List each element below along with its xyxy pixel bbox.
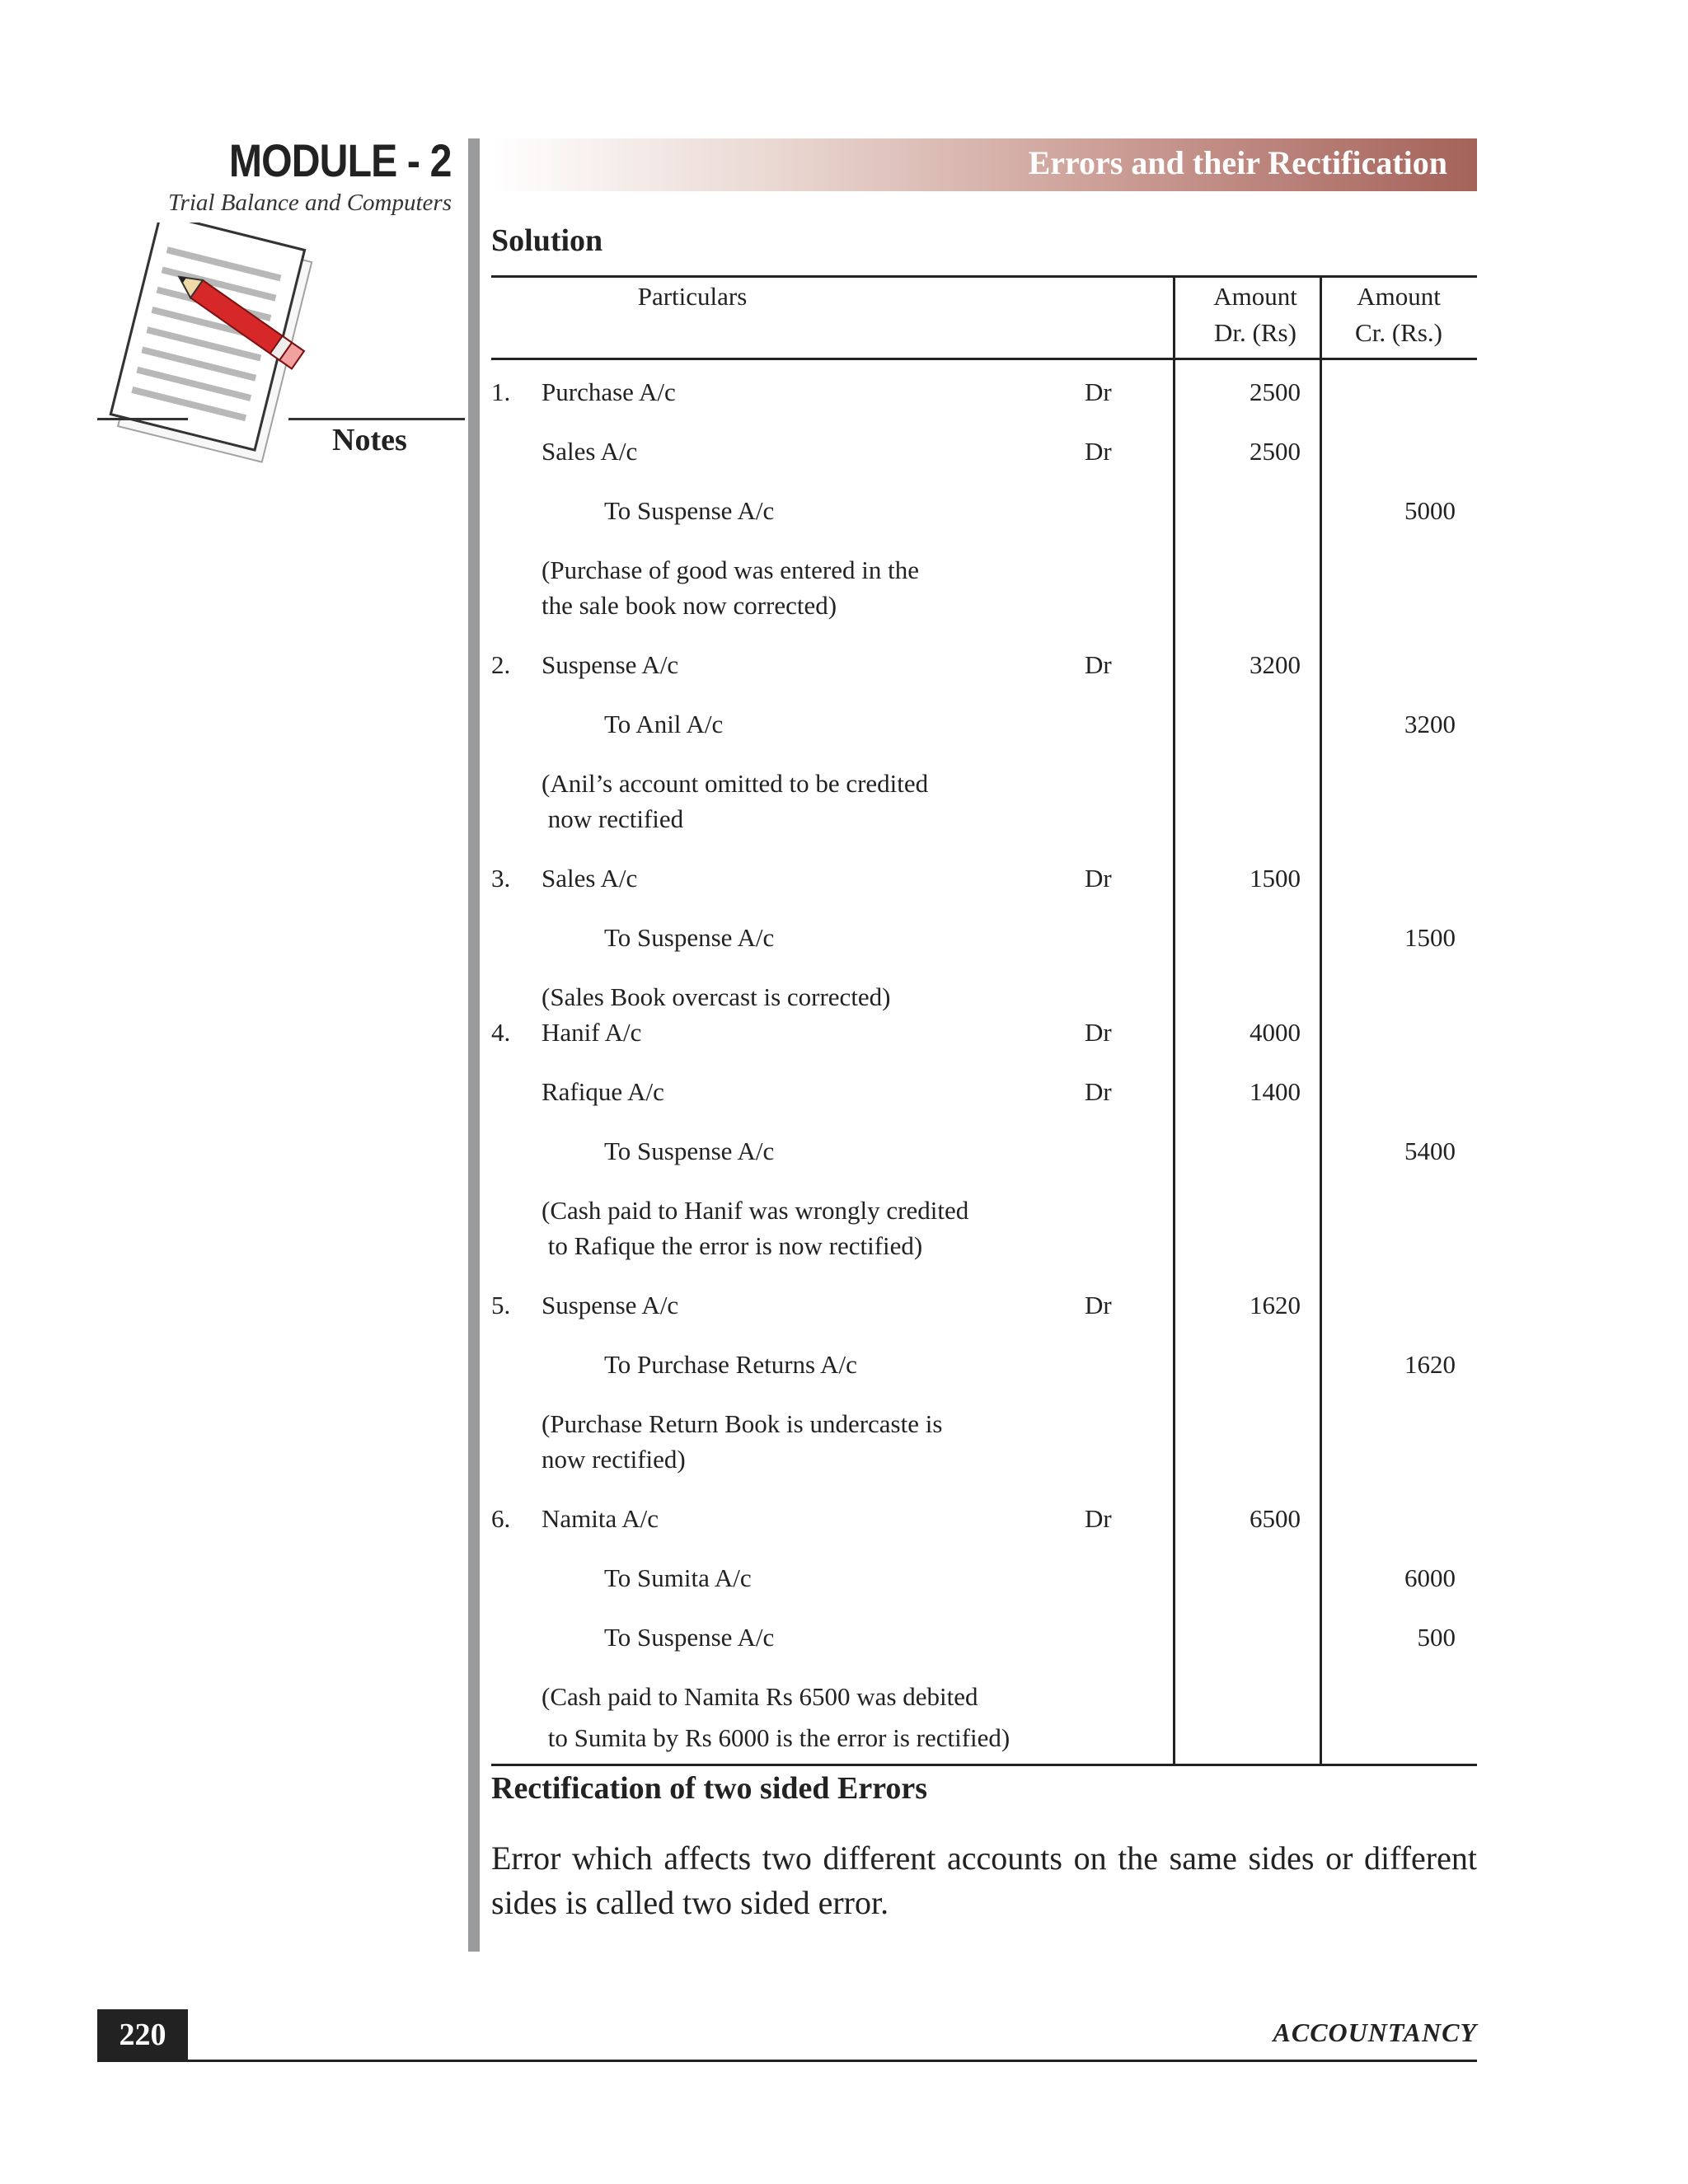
header-amount-dr	[1177, 279, 1334, 351]
entry-amount-dr: 2500	[1250, 377, 1301, 406]
entry-number: 3.	[491, 864, 511, 893]
entry-amount-cr: 6000	[1404, 1563, 1456, 1592]
entry-amount-dr: 6500	[1250, 1504, 1301, 1533]
module-title: MODULE - 2	[229, 134, 452, 186]
entry-particulars: Suspense A/c	[542, 1291, 679, 1319]
margin-vertical-bar	[468, 138, 480, 1952]
header-amount-cr	[1322, 279, 1475, 351]
entry-number: 1.	[491, 377, 511, 406]
entry-particulars: now rectified	[542, 804, 684, 833]
entry-particulars: Sales A/c	[542, 437, 638, 466]
entry-particulars: now rectified)	[542, 1445, 686, 1474]
entry-particulars: (Anil’s account omitted to be credited	[542, 769, 929, 798]
entry-amount-cr: 5000	[1404, 496, 1456, 525]
footer-subject: ACCOUNTANCY	[1273, 2018, 1477, 2047]
entry-amount-cr: 1500	[1404, 923, 1456, 952]
notepad-with-pencil-icon	[97, 223, 336, 470]
page-number: 220	[97, 2009, 188, 2060]
definition-paragraph: Error which affects two different accounts on the same sides or different sides is called two sided error.	[491, 1840, 1477, 1921]
entry-amount-dr: 3200	[1250, 650, 1301, 679]
entry-dr-marker: Dr	[1085, 1291, 1112, 1319]
entry-particulars: To Purchase Returns A/c	[604, 1350, 857, 1379]
entry-particulars: Suspense A/c	[542, 650, 679, 679]
entry-particulars: Rafique A/c	[542, 1077, 664, 1106]
entry-dr-marker: Dr	[1085, 1077, 1112, 1106]
entry-particulars: Sales A/c	[542, 864, 638, 893]
table-column-divider-dr	[1173, 275, 1175, 1765]
header-amount-cr-line2: Cr. (Rs.)	[1355, 318, 1442, 347]
entry-amount-cr: 500	[1417, 1623, 1456, 1652]
entry-particulars: To Anil A/c	[604, 710, 724, 738]
table-top-rule	[491, 275, 1477, 278]
notes-label: Notes	[332, 423, 407, 457]
entry-particulars: To Suspense A/c	[604, 1623, 775, 1652]
entry-particulars: Purchase A/c	[542, 377, 676, 406]
entry-number: 4.	[491, 1018, 511, 1047]
header-amount-cr-line1: Amount	[1357, 282, 1441, 311]
entry-particulars: the sale book now corrected)	[542, 591, 837, 620]
entry-particulars: To Sumita A/c	[604, 1563, 752, 1592]
header-particulars: Particulars	[637, 282, 748, 311]
table-column-divider-cr	[1320, 275, 1322, 1765]
entry-particulars: To Suspense A/c	[604, 496, 775, 525]
entry-particulars: (Cash paid to Namita Rs 6500 was debited	[542, 1682, 978, 1711]
entry-particulars: Hanif A/c	[542, 1018, 642, 1047]
entry-dr-marker: Dr	[1085, 864, 1112, 893]
entry-dr-marker: Dr	[1085, 377, 1112, 406]
entry-dr-marker: Dr	[1085, 437, 1112, 466]
notes-divider-left	[97, 418, 188, 420]
entry-dr-marker: Dr	[1085, 1504, 1112, 1533]
entry-number: 5.	[491, 1291, 511, 1319]
entry-amount-dr: 1400	[1250, 1077, 1301, 1106]
entry-amount-cr: 5400	[1404, 1137, 1456, 1165]
entry-amount-dr: 1620	[1250, 1291, 1301, 1319]
footer-rule	[97, 2060, 1477, 2062]
chapter-title: Errors and their Rectification	[1028, 144, 1447, 181]
entry-particulars: (Purchase Return Book is undercaste is	[542, 1409, 943, 1438]
entry-particulars: Namita A/c	[542, 1504, 659, 1533]
entry-particulars: to Rafique the error is now rectified)	[542, 1231, 923, 1260]
entry-dr-marker: Dr	[1085, 650, 1112, 679]
entry-number: 2.	[491, 650, 511, 679]
entry-amount-dr: 4000	[1250, 1018, 1301, 1047]
entry-particulars: (Sales Book overcast is corrected)	[542, 982, 891, 1011]
entry-amount-cr: 1620	[1404, 1350, 1456, 1379]
entry-amount-dr: 1500	[1250, 864, 1301, 893]
table-header-rule	[491, 358, 1477, 360]
header-amount-dr-line1: Amount	[1213, 282, 1297, 311]
entry-dr-marker: Dr	[1085, 1018, 1112, 1047]
entry-particulars: (Purchase of good was entered in the	[542, 555, 919, 584]
entry-particulars: to Sumita by Rs 6000 is the error is rectified)	[542, 1723, 1010, 1752]
entry-particulars: (Cash paid to Hanif was wrongly credited	[542, 1196, 969, 1225]
header-amount-dr-line2: Dr. (Rs)	[1214, 318, 1296, 347]
entry-amount-dr: 2500	[1250, 437, 1301, 466]
table-bottom-rule	[491, 1764, 1477, 1766]
entry-particulars: To Suspense A/c	[604, 923, 775, 952]
notes-divider-right	[288, 418, 465, 420]
section-heading: Rectification of two sided Errors	[491, 1771, 928, 1806]
entry-amount-cr: 3200	[1404, 710, 1456, 738]
solution-heading: Solution	[491, 223, 603, 258]
module-subtitle: Trial Balance and Computers	[168, 190, 452, 216]
entry-particulars: To Suspense A/c	[604, 1137, 775, 1165]
entry-number: 6.	[491, 1504, 511, 1533]
